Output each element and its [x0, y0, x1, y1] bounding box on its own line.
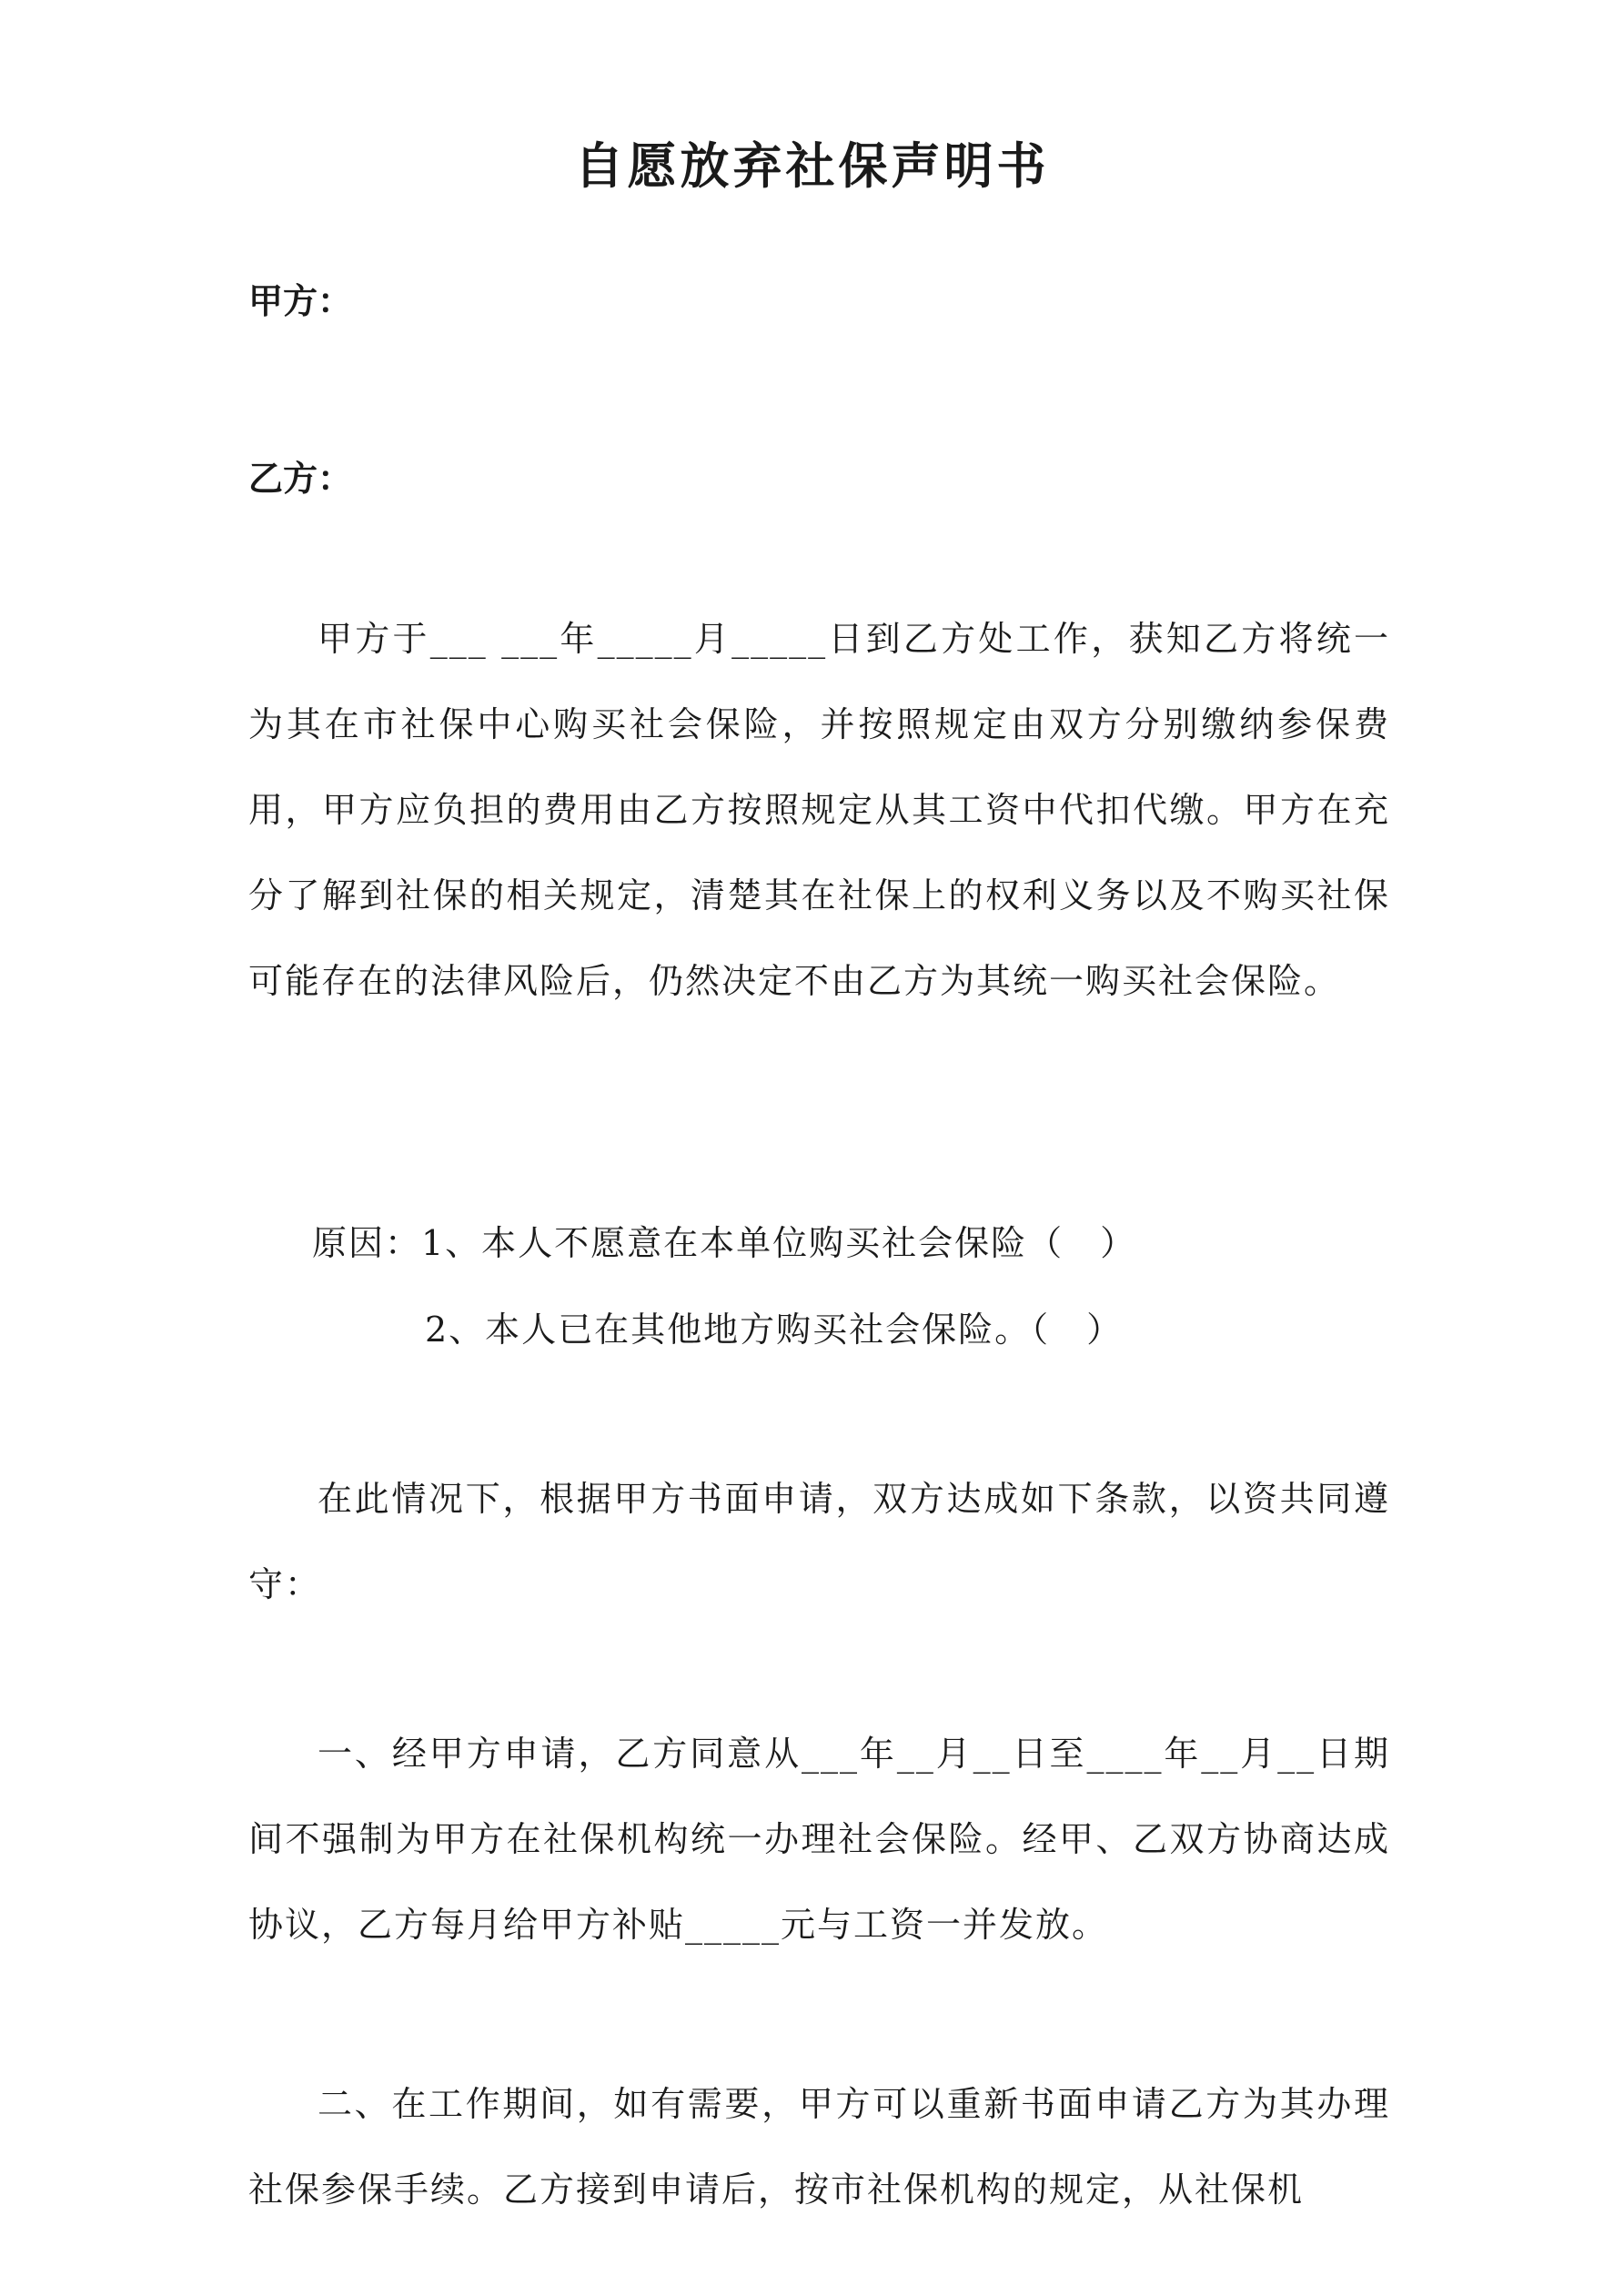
party-b-label: 乙方：: [248, 459, 353, 499]
paragraph-employment-statement: 甲方于___ ___年_____月_____日到乙方处工作，获知乙方将统一为其在市社保中心购买社会保险，并按照规定由双方分别缴纳参保费用，甲方应负担的费用由乙方按照规定从其工资中代扣代缴。甲方在充分了解到社保的相关规定，清楚其在社保上的权利义务以及不购买社保可能存在的法律风险后，仍然决定不由乙方为其统一购买社会保险。: [248, 619, 1390, 1001]
reason-line-2: 2、本人已在其他地方购买社会保险。（ ）: [425, 1310, 1124, 1350]
reason-line-1: 原因：1、本人不愿意在本单位购买社会保险（ ）: [312, 1223, 1137, 1263]
paragraph-agreement-intro: 在此情况下，根据甲方书面申请，双方达成如下条款，以资共同遵守：: [248, 1479, 1390, 1604]
document-title: 自愿放弃社保声明书: [574, 137, 1050, 195]
clause-one: 一、经甲方申请，乙方同意从___年__月__日至____年__月__日期间不强制为甲方在社保机构统一办理社会保险。经甲、乙双方协商达成协议，乙方每月给甲方补贴_____元与工资一并发放。: [248, 1734, 1390, 1945]
party-a-label: 甲方：: [248, 281, 353, 321]
clause-two: 二、在工作期间，如有需要，甲方可以重新书面申请乙方为其办理社保参保手续。乙方接到申请后，按市社保机构的规定，从社保机: [248, 2084, 1390, 2210]
